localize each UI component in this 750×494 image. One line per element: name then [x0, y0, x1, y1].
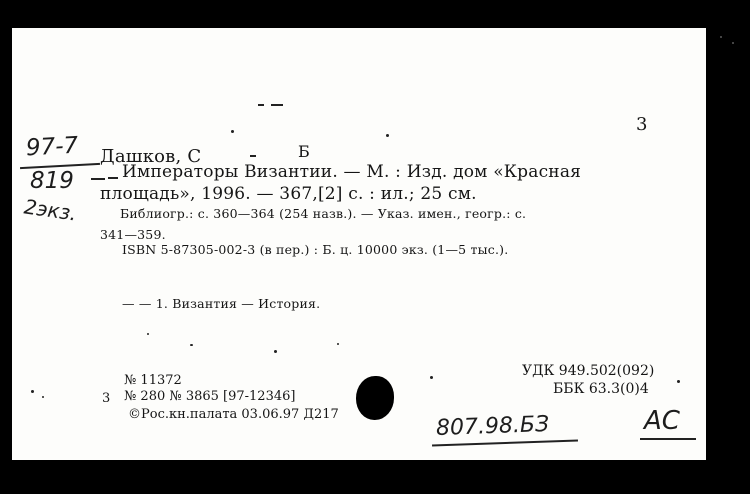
- title-lead-dash: [91, 178, 105, 180]
- bbk-code: ББК 63.3(0)4: [553, 381, 649, 397]
- udk-code: УДК 949.502(092): [522, 363, 655, 379]
- initials: АС: [644, 406, 680, 436]
- copies-note: 2экз.: [22, 194, 79, 226]
- author-dash: [250, 155, 256, 157]
- shelf-mark-bottom: 819: [30, 168, 74, 194]
- inventory-mark: 807.98.БЗ: [435, 412, 550, 441]
- author-name: Дашков, С: [100, 146, 202, 167]
- catalog-card: [12, 28, 706, 460]
- top-dash-mark: [258, 104, 264, 106]
- author-initial: Б: [298, 142, 310, 161]
- top-dash-mark: [271, 104, 283, 106]
- bibliography-line-1: Библиогр.: с. 360—364 (254 назв.). — Указ. имен., геогр.: с.: [120, 206, 527, 221]
- speck: [190, 344, 193, 346]
- title-line-1: Императоры Византии. — М. : Изд. дом «Красная: [122, 162, 582, 182]
- margin-speck: [720, 36, 722, 38]
- speck: [147, 333, 149, 335]
- initials-underline: [640, 438, 696, 440]
- speck: [231, 130, 234, 133]
- inventory-underline: [432, 439, 578, 446]
- speck: [337, 343, 339, 345]
- book-chamber-line: ©Рос.кн.палата 03.06.97 Д217: [128, 407, 339, 422]
- shelf-mark-top: 97-7: [25, 132, 79, 162]
- speck: [274, 350, 277, 353]
- record-number: № 11372: [124, 373, 182, 388]
- registry-line: № 280 № 3865 [97-12346]: [124, 389, 296, 404]
- speck: [677, 380, 680, 383]
- copies-prefix: 3: [102, 391, 111, 406]
- subject-line: — — 1. Византия — История.: [122, 296, 321, 311]
- speck: [430, 376, 433, 379]
- speck: [386, 134, 389, 137]
- title-line-2: площадь», 1996. — 367,[2] с. : ил.; 25 см.: [100, 184, 477, 204]
- title-lead-dash: [108, 177, 118, 179]
- speck: [42, 396, 44, 398]
- corner-number: 3: [636, 114, 648, 135]
- isbn-line: ISBN 5-87305-002-3 (в пер.) : Б. ц. 10000 экз. (1—5 тыс.).: [122, 242, 509, 257]
- speck: [31, 390, 34, 393]
- ink-blot: [356, 376, 394, 420]
- margin-speck: [732, 42, 734, 44]
- bibliography-line-2: 341—359.: [100, 227, 166, 242]
